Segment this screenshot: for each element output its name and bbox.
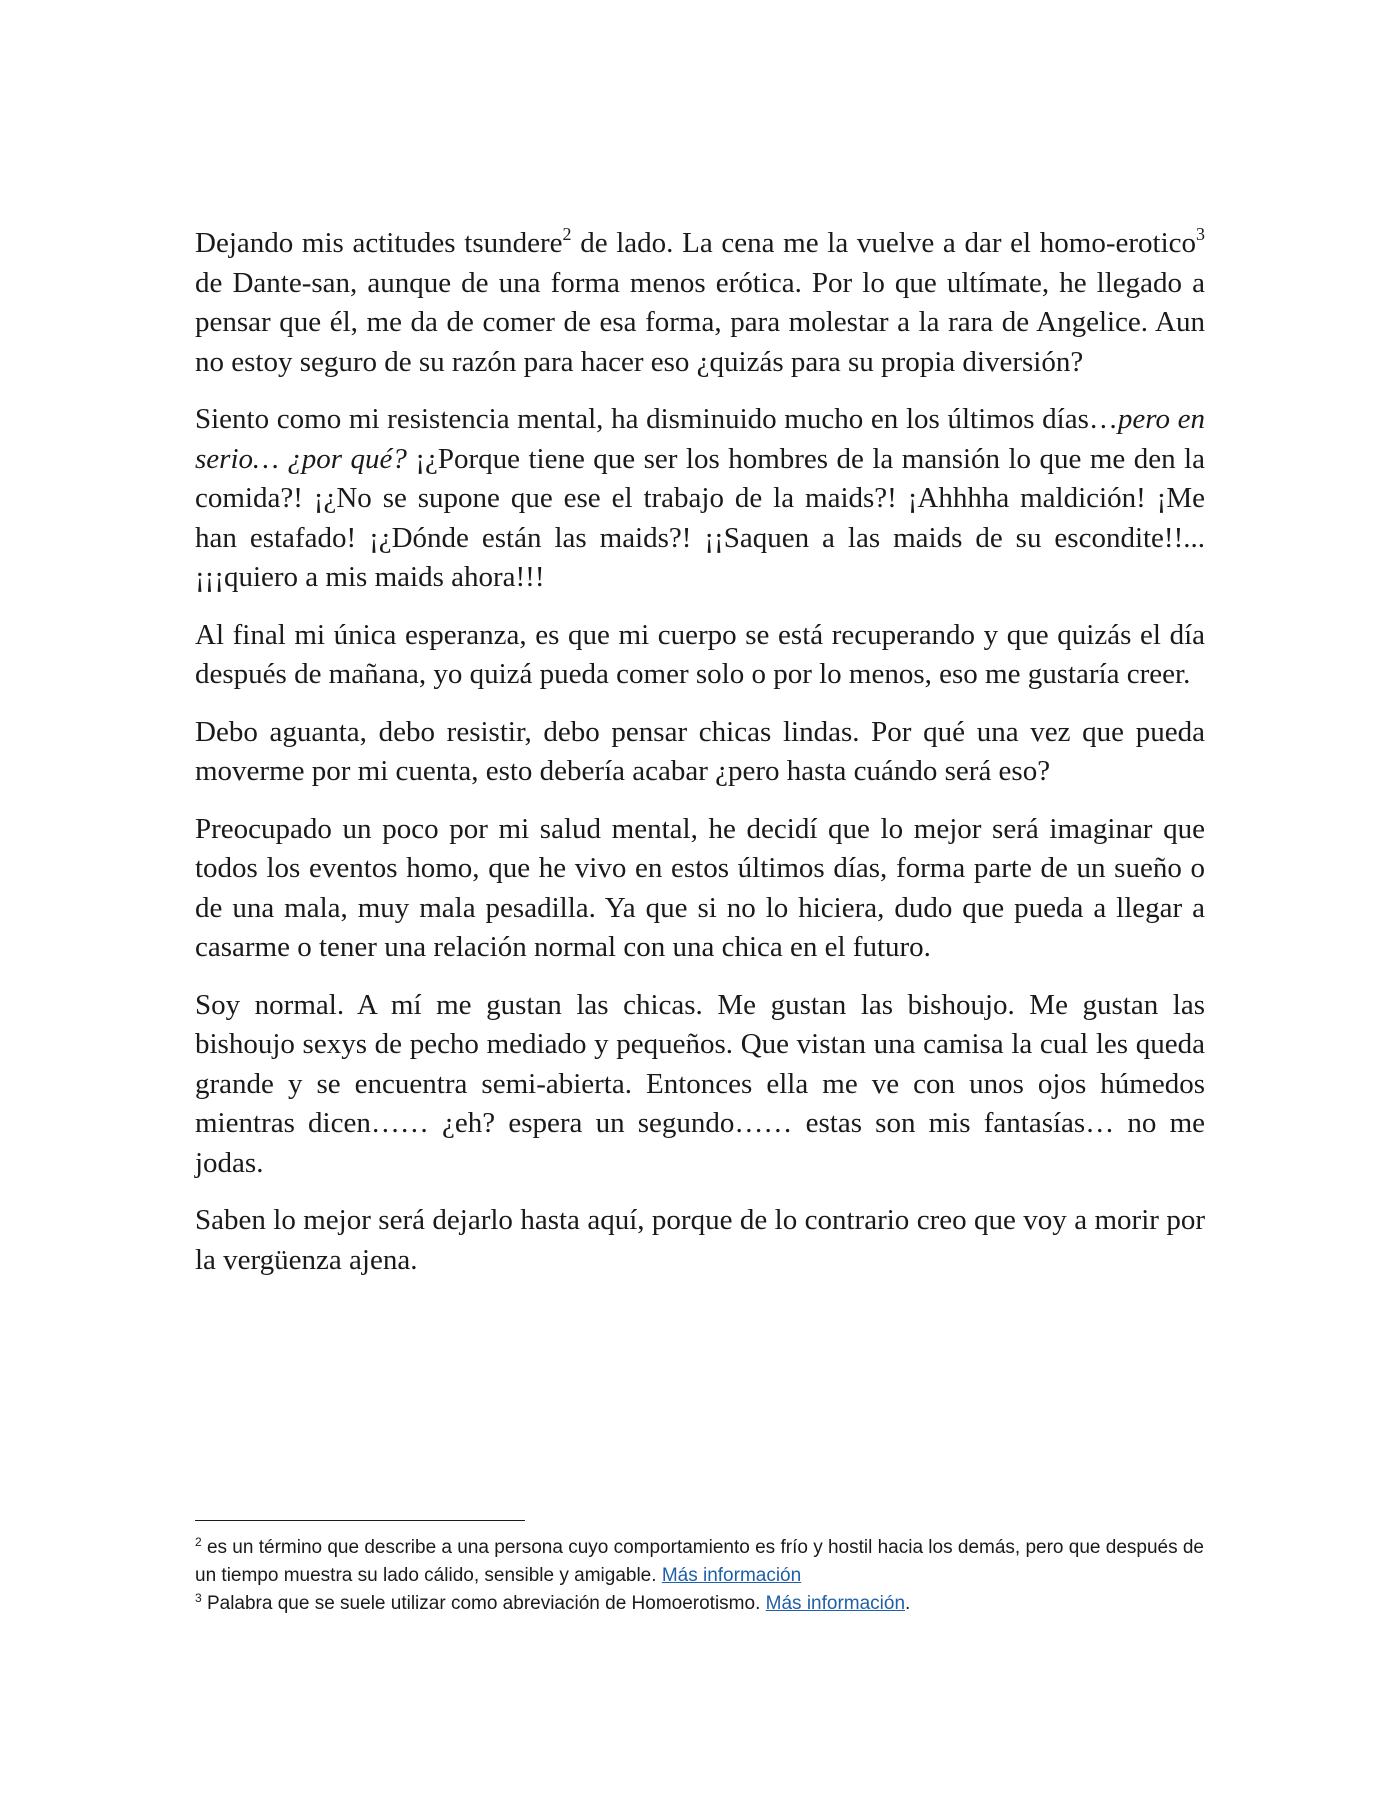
paragraph-4: Debo aguanta, debo resistir, debo pensar chicas lindas. Por qué una vez que pueda moverme por mi cuenta, esto debería acabar ¿pero hasta cuándo será eso?	[195, 715, 1205, 787]
body-text	[195, 224, 1205, 1298]
paragraph-1-text-c: de Dante-san, aunque de una forma menos erótica. Por lo que ultímate, he llegado a pensar que él, me da de comer de esa forma, para molestar a la rara de Angelice. Aun no estoy seguro de su razón para hacer eso ¿quizás para su propia diversión?	[195, 266, 1205, 378]
footnote-3	[195, 1590, 1205, 1618]
paragraph-1-text-a: Dejando mis actitudes tsundere	[195, 227, 563, 259]
footnote-separator	[195, 1520, 525, 1521]
paragraph-1	[195, 224, 1205, 382]
more-info-link[interactable]: Más información	[661, 1565, 802, 1586]
paragraph-2-text-a: Siento como mi resistencia mental, ha disminuido mucho en los últimos días…	[195, 403, 1118, 435]
footnote-marker: 2	[195, 1535, 202, 1549]
footnote-marker: 3	[195, 1591, 202, 1605]
paragraph-2	[195, 400, 1205, 598]
footnote-trail: .	[905, 1593, 911, 1614]
footnote-text: Palabra que se suele utilizar como abreviación de Homoerotismo.	[201, 1593, 766, 1614]
paragraph-3: Al final mi única esperanza, es que mi cuerpo se está recuperando y que quizás el día después de mañana, yo quizá pueda comer solo o por lo menos, eso me gustaría creer.	[195, 618, 1205, 690]
footnote-text: es un término que describe a una persona cuyo comportamiento es frío y hostil hacia los demás, pero que después de un tiempo muestra su lado cálido, sensible y amigable.	[195, 1537, 1204, 1586]
paragraph-6: Soy normal. A mí me gustan las chicas. Me gustan las bishoujo. Me gustan las bishoujo sexys de pecho mediado y pequeños. Que vistan una camisa la cual les queda grande y se encuentra semi-abierta. Entonces ella me ve con unos ojos húmedos mientras dicen…… ¿eh? espera un segundo…… estas son mis fantasías… no me jodas.	[195, 988, 1205, 1179]
paragraph-2-italic: pero en serio… ¿por qué?	[195, 403, 1206, 475]
footnotes	[195, 1534, 1205, 1618]
paragraph-7: Saben lo mejor será dejarlo hasta aquí, porque de lo contrario creo que voy a morir por la vergüenza ajena.	[195, 1204, 1205, 1276]
paragraph-5: Preocupado un poco por mi salud mental, he decidí que lo mejor será imaginar que todos los eventos homo, que he vivo en estos últimos días, forma parte de un sueño o de una mala, muy mala pesadilla. Ya que si no lo hiciera, dudo que pueda a llegar a casarme o tener una relación normal con una chica en el futuro.	[195, 812, 1205, 963]
paragraph-1-text-b: de lado. La cena me la vuelve a dar el homo-erotico	[571, 227, 1196, 259]
footnote-ref-2[interactable]: 2	[562, 224, 572, 244]
footnote-ref-3[interactable]: 3	[1196, 224, 1205, 244]
footnote-2	[195, 1534, 1205, 1590]
more-info-link[interactable]: Más información	[765, 1593, 906, 1614]
paragraph-2-text-b: ¡¿Porque tiene que ser los hombres de la mansión lo que me den la comida?! ¡¿No se supone que ese el trabajo de la maids?! ¡Ahhhha maldición! ¡Me han estafado! ¡¿Dónde están las maids?! ¡¡Saquen a las maids de su escondite!!...¡¡¡quiero a mis maids ahora!!!	[195, 442, 1205, 593]
